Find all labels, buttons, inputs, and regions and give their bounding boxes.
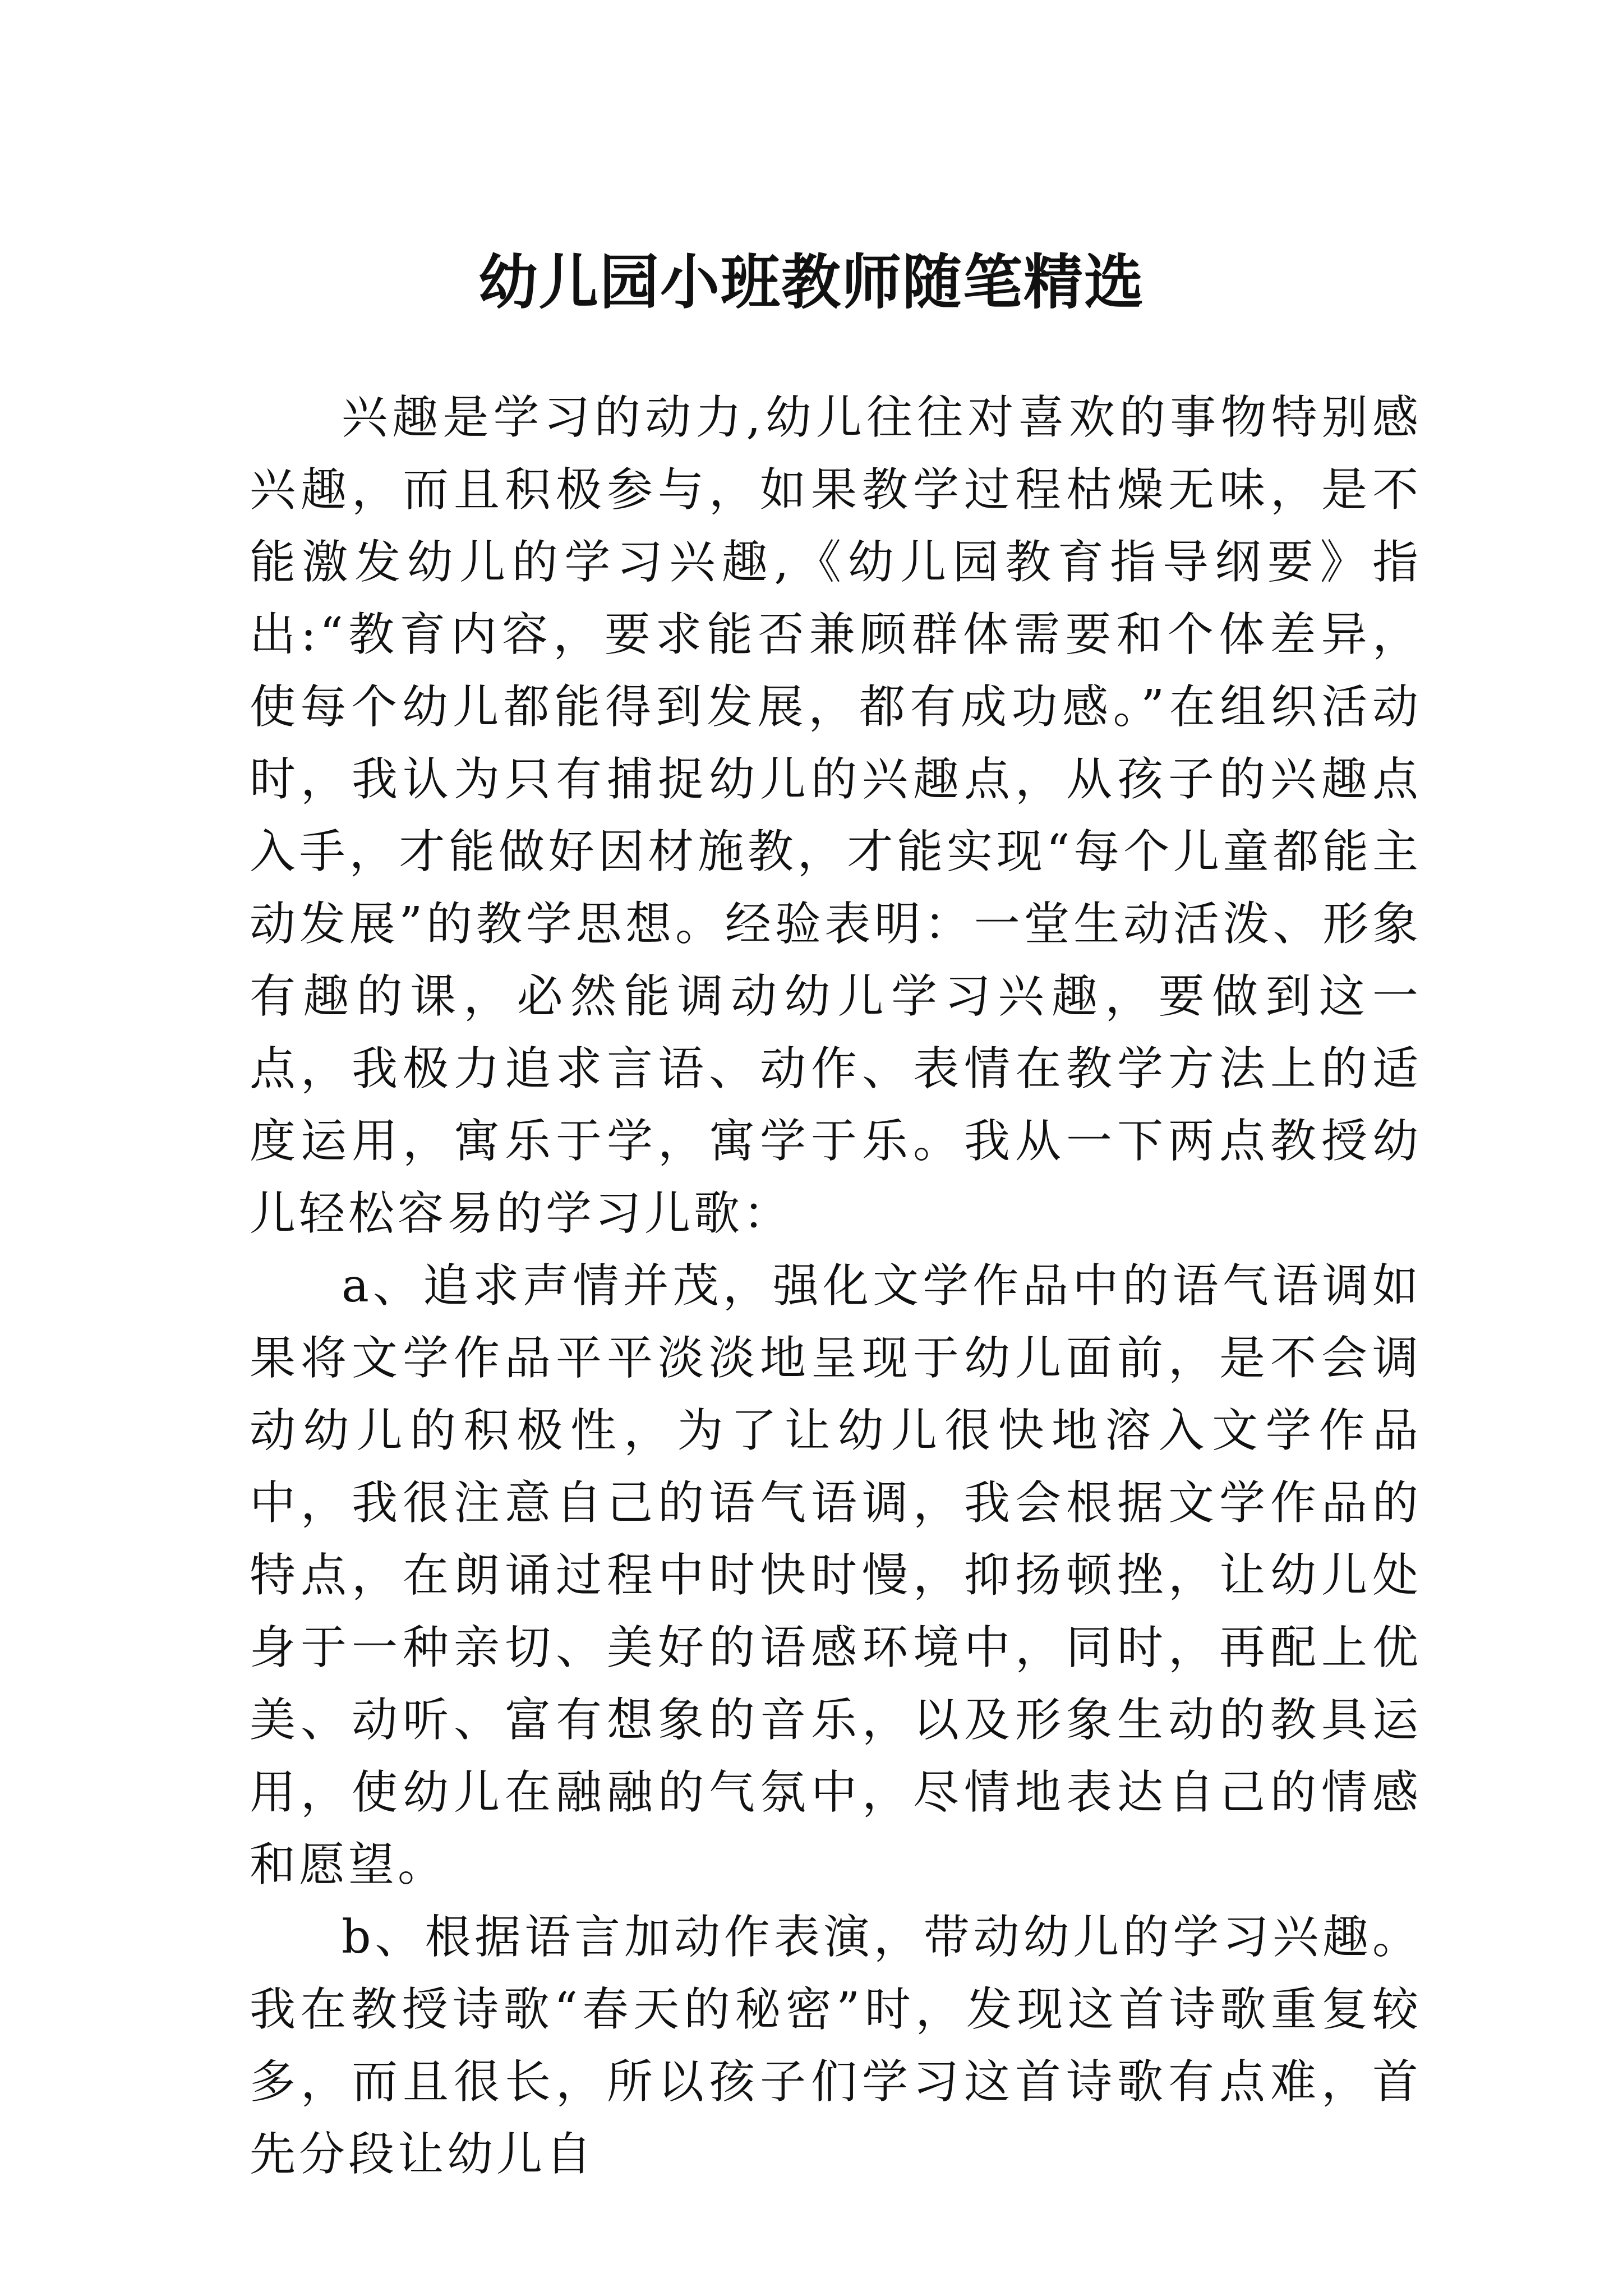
page-title: 幼儿园小班教师随笔精选 bbox=[478, 247, 1145, 318]
paragraph-intro: 兴趣是学习的动力,幼儿往往对喜欢的事物特别感兴趣，而且积极参与，如果教学过程枯燥无味，是不能激发幼儿的学习兴趣,《幼儿园教育指导纲要》指出:“教育内容，要求能否兼顾群体需要和个体差异，使每个幼儿都能得到发展，都有成功感。”在组织活动时，我认为只有捕捉幼儿的兴趣点，从孩子的兴趣点入手，才能做好因材施教，才能实现“每个儿童都能主动发展”的教学思想。经验表明：一堂生动活泼、形象有趣的课，必然能调动幼儿学习兴趣，要做到这一点，我极力追求言语、动作、表情在教学方法上的适度运用，寓乐于学，寓学于乐。我从一下两点教授幼儿轻松容易的学习儿歌： bbox=[250, 391, 1422, 1240]
paragraph-point-a: a、追求声情并茂，强化文学作品中的语气语调如果将文学作品平平淡淡地呈现于幼儿面前，是不会调动幼儿的积极性，为了让幼儿很快地溶入文学作品中，我很注意自己的语气语调，我会根据文学作品的特点，在朗诵过程中时快时慢，抑扬顿挫，让幼儿处身于一种亲切、美好的语感环境中，同时，再配上优美、动听、富有想象的音乐，以及形象生动的教具运用，使幼儿在融融的气氛中，尽情地表达自己的情感和愿望。 bbox=[250, 1259, 1422, 1892]
document-body bbox=[250, 381, 1422, 2191]
paragraph-point-b: b、根据语言加动作表演，带动幼儿的学习兴趣。我在教授诗歌“春天的秘密”时，发现这首诗歌重复较多，而且很长，所以孩子们学习这首诗歌有点难，首先分段让幼儿自 bbox=[250, 1911, 1422, 2181]
